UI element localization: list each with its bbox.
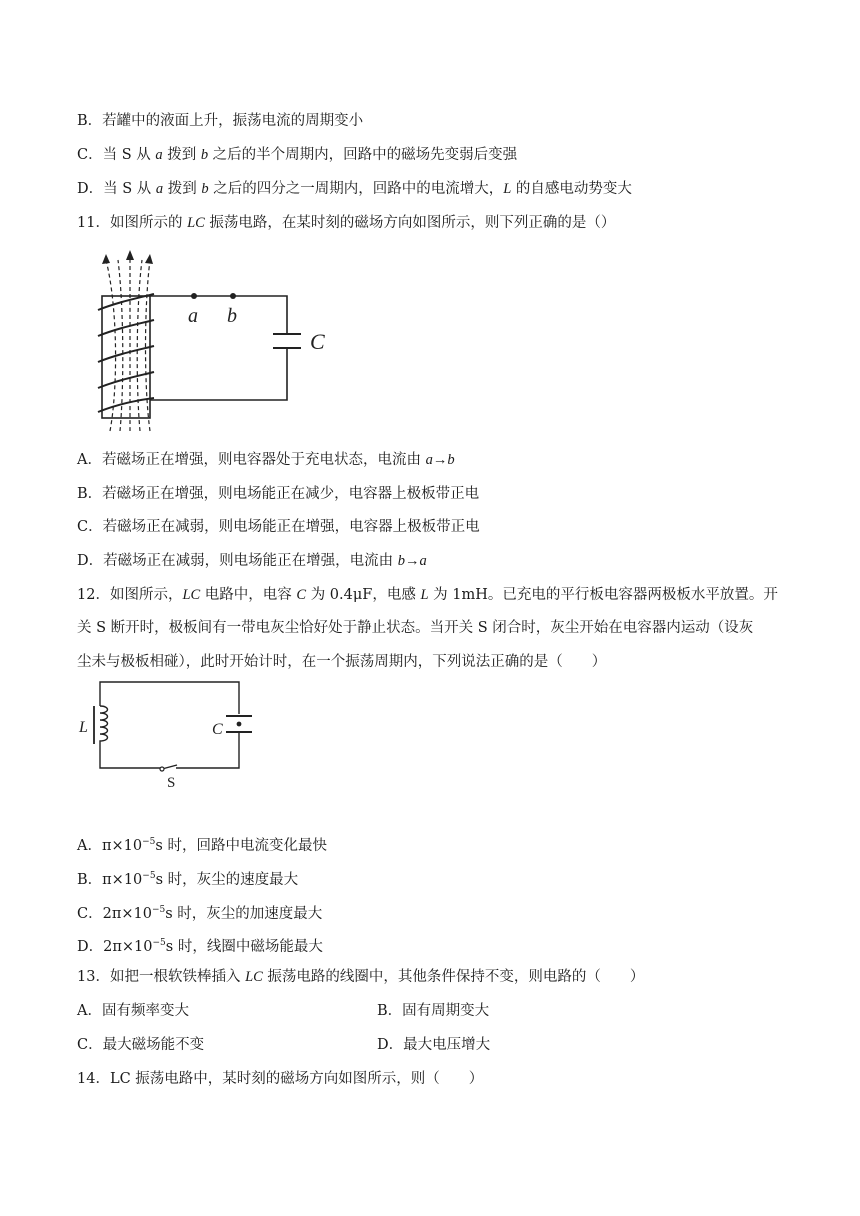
- q14-stem: 14．LC 振荡电路中，某时刻的磁场方向如图所示，则（ ）: [77, 1071, 484, 1087]
- q12-stem-line-3: 尘未与极板相碰），此时开始计时，在一个振荡周期内，下列说法正确的是（ ）: [77, 654, 607, 670]
- q12-label-s: S: [167, 775, 176, 790]
- q13-stem: 13．如把一根软铁棒插入 LC 振荡电路的线圈中，其他条件保持不变，则电路的（ ）: [77, 969, 645, 985]
- q11-stem: 11．如图所示的 LC 振荡电路，在某时刻的磁场方向如图所示，则下列正确的是（）: [77, 215, 616, 231]
- q12-label-l: L: [79, 719, 88, 736]
- q11-field-arrowheads: [102, 250, 153, 264]
- q11-option-c: C．若磁场正在减弱，则电场能正在增强，电容器上极板带正电: [77, 519, 480, 535]
- q11-lc-circuit-figure: [88, 248, 338, 438]
- q12-lc-circuit-figure: [76, 678, 266, 790]
- q12-inductor-coil: [100, 706, 108, 744]
- q11-label-b: b: [227, 305, 237, 327]
- q11-node-b: [230, 293, 236, 299]
- q10-option-d: D．当 S 从 a 拨到 b 之后的四分之一周期内，回路中的电流增大，L 的自感电动势变大: [77, 181, 632, 197]
- q12-option-b: B．$\pi\times 10^{-5}s$ 时，灰尘的速度最大: [77, 871, 299, 888]
- q12-option-c: C．$2\pi\times 10^{-5}s$ 时，灰尘的加速度最大: [77, 905, 323, 922]
- q11-node-a: [191, 293, 197, 299]
- q12-stem-line-2: 关 S 断开时，极板间有一带电灰尘恰好处于静止状态。当开关 S 闭合时，灰尘开始在电容器内运动（设灰: [77, 620, 754, 636]
- q13-option-c: C．最大磁场能不变: [77, 1037, 205, 1053]
- q11-top-wire: [150, 296, 287, 334]
- q11-option-b: B．若磁场正在增强，则电场能正在减少，电容器上极板带正电: [77, 486, 480, 502]
- q12-stem-line-1: 12．如图所示，LC 电路中，电容 C 为 0.4μF，电感 L 为 1mH。已充电的平行板电容器两极板水平放置。开: [77, 587, 778, 603]
- q11-label-a: a: [188, 305, 198, 327]
- q12-label-c: C: [212, 721, 223, 738]
- q12-option-d: D．$2\pi\times 10^{-5}s$ 时，线圈中磁场能最大: [77, 938, 323, 955]
- q11-bottom-wire: [150, 348, 287, 400]
- q13-option-a: A．固有频率变大: [77, 1003, 189, 1019]
- q11-label-c: C: [310, 329, 325, 354]
- q11-option-a: A．若磁场正在增强，则电容器处于充电状态，电流由 a→b: [77, 452, 455, 468]
- q13-option-b: B．固有周期变大: [377, 1003, 490, 1019]
- q10-option-c: C．当 S 从 a 拨到 b 之后的半个周期内，回路中的磁场先变弱后变强: [77, 147, 518, 163]
- q13-option-d: D．最大电压增大: [377, 1037, 491, 1053]
- q12-option-a: A．$\pi\times 10^{-5}s$ 时，回路中电流变化最快: [77, 837, 327, 854]
- q10-option-b: B．若罐中的液面上升，振荡电流的周期变小: [77, 113, 364, 129]
- q12-dust-particle: [237, 722, 242, 727]
- q11-magnetic-field-lines: [106, 256, 150, 431]
- q12-switch-contact: [160, 767, 164, 771]
- q11-option-d: D．若磁场正在减弱，则电场能正在增强，电流由 b→a: [77, 553, 427, 569]
